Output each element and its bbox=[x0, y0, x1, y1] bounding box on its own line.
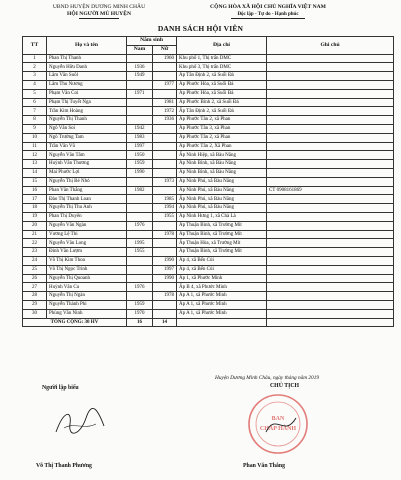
row-female-year bbox=[153, 160, 177, 169]
row-female-year bbox=[153, 221, 177, 230]
issuer-underline bbox=[79, 18, 119, 19]
table-row bbox=[23, 168, 394, 177]
row-address: Ấp Thuận Bình, xã Trường Mít bbox=[177, 230, 267, 239]
row-name: Huỳnh Văn Thương bbox=[47, 160, 127, 169]
row-note bbox=[267, 72, 394, 81]
row-stt: 15 bbox=[23, 177, 47, 186]
total-female: 14 bbox=[153, 318, 177, 327]
national-title: CỘNG HÒA XÃ HỘI CHỦ NGHĨA VIỆT NAM bbox=[210, 4, 326, 10]
row-address: Ấp Ninh Phú, xã Bàu Năng bbox=[177, 177, 267, 186]
row-name: Nguyễn Thị Thanh bbox=[47, 116, 127, 125]
row-male-year bbox=[127, 204, 153, 213]
row-male-year bbox=[127, 80, 153, 89]
table-row bbox=[23, 292, 394, 301]
row-stt: 14 bbox=[23, 168, 47, 177]
row-note bbox=[267, 204, 394, 213]
row-note bbox=[267, 239, 394, 248]
row-stt: 27 bbox=[23, 283, 47, 292]
motto-underline bbox=[231, 18, 305, 19]
row-name: Nguyễn Văn Tâm bbox=[47, 151, 127, 160]
row-note bbox=[267, 309, 394, 318]
header-birth-year: Năm sinh bbox=[127, 37, 177, 46]
row-address: Ấp Phước Tân 2, xã Phan bbox=[177, 116, 267, 125]
row-address: Ấp Phước Hòa, xã Suối Đá bbox=[177, 80, 267, 89]
row-male-year bbox=[127, 54, 153, 63]
row-name: Trần Văn Vũ bbox=[47, 142, 127, 151]
row-female-year bbox=[153, 124, 177, 133]
issuer-line-2: HỘI NGƯỜI MÙ HUYỆN bbox=[67, 11, 131, 17]
row-name: Phùng Văn Ninh bbox=[47, 309, 127, 318]
row-note bbox=[267, 256, 394, 265]
table-row bbox=[23, 186, 394, 195]
total-note-empty bbox=[267, 318, 394, 327]
row-male-year bbox=[127, 265, 153, 274]
row-stt: 3 bbox=[23, 72, 47, 81]
header-address: Địa chỉ bbox=[177, 37, 267, 55]
row-name: Phan Thị Duyên bbox=[47, 212, 127, 221]
row-address: Ấp A 1, xã Phước Minh bbox=[177, 309, 267, 318]
row-note bbox=[267, 133, 394, 142]
row-note bbox=[267, 230, 394, 239]
row-stt: 5 bbox=[23, 89, 47, 98]
row-note bbox=[267, 124, 394, 133]
row-female-year bbox=[153, 186, 177, 195]
row-stt: 6 bbox=[23, 98, 47, 107]
row-address: Ấp Ninh Hưng 1, xã Chà Là bbox=[177, 212, 267, 221]
row-note bbox=[267, 248, 394, 257]
row-name: Đinh Văn Lượm bbox=[47, 248, 127, 257]
row-female-year: 1973 bbox=[153, 177, 177, 186]
table-row bbox=[23, 89, 394, 98]
row-female-year bbox=[153, 239, 177, 248]
row-female-year: 1990 bbox=[153, 256, 177, 265]
table-row bbox=[23, 80, 394, 89]
row-address: Ấp Ninh Phú, xã Bàu Năng bbox=[177, 204, 267, 213]
table-row bbox=[23, 72, 394, 81]
row-male-year: 1997 bbox=[127, 142, 153, 151]
row-address: Ấp Thuận Bình, xã Trường Mít bbox=[177, 221, 267, 230]
row-female-year bbox=[153, 72, 177, 81]
row-male-year: 1936 bbox=[127, 63, 153, 72]
sign-date: Huyện Dương Minh Châu, ngày tháng năm 2019 bbox=[215, 375, 319, 381]
row-address: Ấp Ninh Phú, xã Bàu Năng bbox=[177, 186, 267, 195]
row-female-year bbox=[153, 168, 177, 177]
row-address: Ấp Ninh Hiệp, xã Bàu Năng bbox=[177, 151, 267, 160]
row-male-year: 1995 bbox=[127, 239, 153, 248]
row-female-year: 1960 bbox=[153, 54, 177, 63]
row-male-year: 1971 bbox=[127, 89, 153, 98]
row-female-year: 1936 bbox=[153, 116, 177, 125]
row-stt: 22 bbox=[23, 239, 47, 248]
table-row bbox=[23, 256, 394, 265]
row-stt: 26 bbox=[23, 274, 47, 283]
row-male-year bbox=[127, 212, 153, 221]
total-address-empty bbox=[177, 318, 267, 327]
table-row bbox=[23, 63, 394, 72]
row-female-year bbox=[153, 300, 177, 309]
issuer-line-1: UBND HUYỆN DƯƠNG MINH CHÂU bbox=[52, 4, 146, 10]
row-female-year bbox=[153, 63, 177, 72]
row-note bbox=[267, 292, 394, 301]
table-row bbox=[23, 221, 394, 230]
row-female-year: 1955 bbox=[153, 212, 177, 221]
row-name: Nguyễn Thành Phi bbox=[47, 300, 127, 309]
header-note: Ghi chú bbox=[267, 37, 394, 55]
row-name: Võ Thị Ngọc Trinh bbox=[47, 265, 127, 274]
row-female-year bbox=[153, 133, 177, 142]
row-female-year: 1994 bbox=[153, 204, 177, 213]
header-stt: TT bbox=[23, 37, 47, 55]
row-note bbox=[267, 98, 394, 107]
official-seal bbox=[246, 392, 310, 456]
row-female-year: 1972 bbox=[153, 107, 177, 116]
table-row bbox=[23, 133, 394, 142]
row-male-year: 1959 bbox=[127, 300, 153, 309]
row-note: CT 0908161869 bbox=[267, 186, 394, 195]
row-note bbox=[267, 300, 394, 309]
row-female-year: 1990 bbox=[153, 274, 177, 283]
document-title: DANH SÁCH HỘI VIÊN bbox=[157, 24, 244, 33]
chairman-name: Phan Văn Thắng bbox=[243, 463, 285, 469]
row-address: Ấp 1, xã Phước Minh bbox=[177, 274, 267, 283]
row-address: Ấp Ninh Phú, xã Bàu Năng bbox=[177, 195, 267, 204]
row-note bbox=[267, 54, 394, 63]
row-male-year: 1982 bbox=[127, 186, 153, 195]
row-name: Phạm Văn Coi bbox=[47, 89, 127, 98]
row-name: Nguyễn Văn Long bbox=[47, 239, 127, 248]
row-note bbox=[267, 212, 394, 221]
table-row bbox=[23, 160, 394, 169]
preparer-name: Võ Thị Thanh Phương bbox=[36, 463, 92, 469]
row-name: Đào Thị Thanh Loan bbox=[47, 195, 127, 204]
row-male-year: 1970 bbox=[127, 309, 153, 318]
row-stt: 28 bbox=[23, 292, 47, 301]
row-stt: 11 bbox=[23, 142, 47, 151]
row-male-year: 1990 bbox=[127, 168, 153, 177]
row-stt: 13 bbox=[23, 160, 47, 169]
row-name: Nguyễn Thị Bé Nhỏ bbox=[47, 177, 127, 186]
seal-text-2: CHẤP HÀNH bbox=[259, 426, 297, 432]
table-row bbox=[23, 274, 394, 283]
row-name: Nguyễn Hữu Danh bbox=[47, 63, 127, 72]
row-stt: 17 bbox=[23, 195, 47, 204]
row-note bbox=[267, 168, 394, 177]
row-name: Phạm Thị Tuyết Nga bbox=[47, 98, 127, 107]
table-row bbox=[23, 283, 394, 292]
row-stt: 9 bbox=[23, 124, 47, 133]
row-male-year: 1959 bbox=[127, 160, 153, 169]
row-note bbox=[267, 283, 394, 292]
row-name: Lâm Thu Nương bbox=[47, 80, 127, 89]
row-stt: 23 bbox=[23, 248, 47, 257]
row-name: Võ Thị Kim Thoa bbox=[47, 256, 127, 265]
row-address: Khu phố 3, Thị trấn DMC bbox=[177, 63, 267, 72]
row-name: Phan Thị Thanh bbox=[47, 54, 127, 63]
row-male-year: 1950 bbox=[127, 151, 153, 160]
table-row bbox=[23, 98, 394, 107]
row-male-year: 1942 bbox=[127, 124, 153, 133]
table-row bbox=[23, 151, 394, 160]
row-stt: 30 bbox=[23, 309, 47, 318]
row-note bbox=[267, 160, 394, 169]
preparer-role: Người lập biểu bbox=[42, 385, 79, 391]
row-address: Ấp Phước Tân 3, xã Phan bbox=[177, 124, 267, 133]
header-name: Họ và tên bbox=[47, 37, 127, 55]
row-address: Ấp 4, xã Bến Củi bbox=[177, 265, 267, 274]
row-name: Nguyễn Thị Quoanh bbox=[47, 274, 127, 283]
row-note bbox=[267, 151, 394, 160]
row-stt: 12 bbox=[23, 151, 47, 160]
row-note bbox=[267, 107, 394, 116]
row-name: Huỳnh Văn Cu bbox=[47, 283, 127, 292]
row-note bbox=[267, 142, 394, 151]
row-female-year bbox=[153, 283, 177, 292]
row-address: Khu phố 1, Thị trấn DMC bbox=[177, 54, 267, 63]
row-male-year: 1976 bbox=[127, 221, 153, 230]
row-name: Mai Phước Lợi bbox=[47, 168, 127, 177]
row-note bbox=[267, 195, 394, 204]
row-stt: 21 bbox=[23, 230, 47, 239]
row-stt: 2 bbox=[23, 63, 47, 72]
table-row bbox=[23, 212, 394, 221]
member-rows bbox=[23, 54, 394, 318]
row-address: Ấp Phước Bình 2, xã Suối Đá bbox=[177, 98, 267, 107]
row-address: Ấp 4, xã Bến Củi bbox=[177, 256, 267, 265]
table-row bbox=[23, 204, 394, 213]
row-male-year: 1949 bbox=[127, 72, 153, 81]
row-name: Ngô Trường Tam bbox=[47, 133, 127, 142]
row-stt: 18 bbox=[23, 204, 47, 213]
table-row bbox=[23, 265, 394, 274]
row-male-year bbox=[127, 195, 153, 204]
row-stt: 19 bbox=[23, 212, 47, 221]
row-name: Ngô Văn Soi bbox=[47, 124, 127, 133]
row-male-year bbox=[127, 177, 153, 186]
table-row bbox=[23, 124, 394, 133]
row-male-year bbox=[127, 292, 153, 301]
row-female-year bbox=[153, 151, 177, 160]
table-row bbox=[23, 248, 394, 257]
chairman-role: CHỦ TỊCH bbox=[270, 383, 300, 389]
table-row bbox=[23, 107, 394, 116]
row-note bbox=[267, 116, 394, 125]
row-address: Ấp Phước Tân 2, xã Phan bbox=[177, 133, 267, 142]
header-female: Nữ bbox=[153, 45, 177, 54]
row-note bbox=[267, 265, 394, 274]
row-female-year bbox=[153, 248, 177, 257]
table-row bbox=[23, 177, 394, 186]
row-note bbox=[267, 221, 394, 230]
row-female-year: 1981 bbox=[153, 98, 177, 107]
row-male-year: 1976 bbox=[127, 283, 153, 292]
row-note bbox=[267, 274, 394, 283]
national-header bbox=[168, 4, 368, 19]
row-male-year bbox=[127, 230, 153, 239]
row-female-year: 1997 bbox=[153, 265, 177, 274]
row-stt: 8 bbox=[23, 116, 47, 125]
row-stt: 29 bbox=[23, 300, 47, 309]
row-address: Ấp Thuận Bình, xã Trường Mít bbox=[177, 248, 267, 257]
row-address: Ấp Phước Hòa, xã Suối Đá bbox=[177, 89, 267, 98]
row-stt: 10 bbox=[23, 133, 47, 142]
row-note bbox=[267, 177, 394, 186]
seal-text-1: BAN bbox=[271, 416, 285, 422]
row-female-year: 1978 bbox=[153, 292, 177, 301]
row-address: Ấp Tân Định 2, xã Suối Đá bbox=[177, 72, 267, 81]
row-female-year: 1985 bbox=[153, 195, 177, 204]
row-male-year: 1983 bbox=[127, 133, 153, 142]
row-address: Ấp Tân Định 2, xã Suối Đá bbox=[177, 107, 267, 116]
row-female-year bbox=[153, 309, 177, 318]
row-female-year: 1978 bbox=[153, 230, 177, 239]
row-male-year bbox=[127, 274, 153, 283]
row-name: Lâm Văn Suôl bbox=[47, 72, 127, 81]
row-stt: 25 bbox=[23, 265, 47, 274]
row-stt: 1 bbox=[23, 54, 47, 63]
row-female-year bbox=[153, 142, 177, 151]
header-male: Nam bbox=[127, 45, 153, 54]
row-name: Phan Văn Thắng bbox=[47, 186, 127, 195]
total-label: TỔNG CỘNG: 30 HV bbox=[23, 318, 127, 327]
row-stt: 16 bbox=[23, 186, 47, 195]
table-row bbox=[23, 309, 394, 318]
member-table bbox=[22, 36, 394, 327]
total-male: 16 bbox=[127, 318, 153, 327]
row-male-year bbox=[127, 256, 153, 265]
row-female-year: 1977 bbox=[153, 80, 177, 89]
row-address: Ấp A 1, xã Phước Minh bbox=[177, 300, 267, 309]
preparer-signature bbox=[50, 402, 110, 442]
row-female-year bbox=[153, 89, 177, 98]
row-male-year bbox=[127, 98, 153, 107]
row-address: Ấp B 4, xã Phước Minh bbox=[177, 283, 267, 292]
row-name: Nguyễn Thị Ngàn bbox=[47, 292, 127, 301]
row-male-year bbox=[127, 116, 153, 125]
row-address: Ấp A 1, xã Phước Minh bbox=[177, 292, 267, 301]
row-address: Ấp Ninh Bình, xã Bàu Năng bbox=[177, 160, 267, 169]
row-stt: 4 bbox=[23, 80, 47, 89]
table-row bbox=[23, 116, 394, 125]
row-address: Ấp Ninh Bình, xã Bàu Năng bbox=[177, 168, 267, 177]
issuer-header bbox=[34, 4, 164, 19]
row-address: Ấp Thuận Hòa, xã Trường Mít bbox=[177, 239, 267, 248]
row-address: Ấp Phước Tân 2, Xã Phan bbox=[177, 142, 267, 151]
row-male-year: 1955 bbox=[127, 248, 153, 257]
row-note bbox=[267, 80, 394, 89]
table-row bbox=[23, 142, 394, 151]
row-male-year bbox=[127, 107, 153, 116]
national-motto: Độc lập - Tự do - Hạnh phúc bbox=[237, 12, 299, 17]
table-row bbox=[23, 300, 394, 309]
table-row bbox=[23, 230, 394, 239]
row-name: Vương Lệ Thi bbox=[47, 230, 127, 239]
row-name: Nguyễn Văn Ngàn bbox=[47, 221, 127, 230]
row-name: Trần Kim Hoàng bbox=[47, 107, 127, 116]
row-stt: 20 bbox=[23, 221, 47, 230]
row-stt: 24 bbox=[23, 256, 47, 265]
row-stt: 7 bbox=[23, 107, 47, 116]
row-note bbox=[267, 89, 394, 98]
table-row bbox=[23, 195, 394, 204]
row-note bbox=[267, 63, 394, 72]
total-row bbox=[23, 318, 394, 327]
table-row bbox=[23, 239, 394, 248]
table-row bbox=[23, 54, 394, 63]
row-name: Nguyễn Thị Thu Anh bbox=[47, 204, 127, 213]
